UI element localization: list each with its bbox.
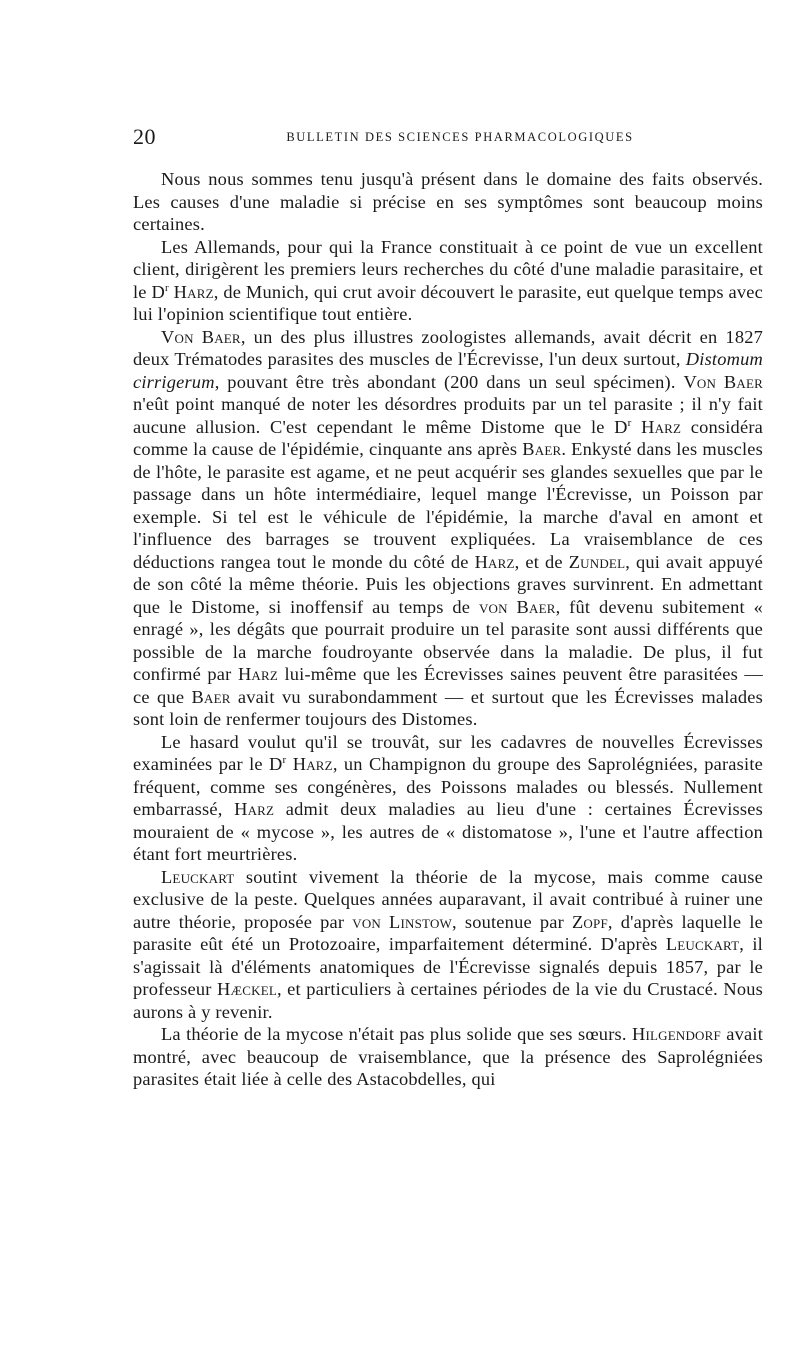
- superscript: r: [627, 416, 632, 429]
- text-run: . Enkysté dans les muscles de l'hôte, le parasite est agame, et ne peut acquérir ses glandes sexuelles que par le passage dans un hôte intermédiaire, lequel mange l'Écrevisse, un Poisson par exemple. Si tel est le véhicule de l'épidémie, la marche d'aval en amont et l'influence des barrages se trouvent expliquées. La vraisemblance de ces déductions rangea tout le monde du côté de: [133, 439, 763, 572]
- text-run: admit deux maladies au lieu d'une : certaines Écrevisses mouraient de « mycose », les autres de « distomatose », l'une et l'autre affection étant fort meurtrières.: [133, 799, 763, 864]
- author-name: Hilgendorf: [632, 1024, 721, 1044]
- author-name: Harz: [641, 416, 682, 437]
- page-number: 20: [133, 124, 156, 149]
- text-run: , d'après laquelle le parasite eût été un Protozoaire, imparfaitement déterminé. D'après: [133, 911, 763, 954]
- text-run: avait vu surabondamment — et surtout que les Écrevisses malades sont loin de renfermer toujours des Distomes.: [133, 686, 763, 729]
- paragraph: [133, 168, 763, 236]
- text-run: avait montré, avec beaucoup de vraisemblance, que la présence des Saprolégniées parasites était liée à celle des Astacobdelles, qui: [133, 1024, 764, 1089]
- document-page: [133, 118, 763, 1091]
- text-run: La théorie de la mycose n'était pas plus solide que ses sœurs.: [161, 1024, 632, 1044]
- body-text: [133, 168, 763, 1091]
- page-header: [133, 118, 763, 152]
- author-name: Baer: [191, 686, 231, 707]
- author-name: Von Baer: [161, 326, 241, 347]
- superscript: r: [164, 281, 169, 294]
- author-name: Zopf: [572, 911, 608, 932]
- text-run: n'eût point manqué de noter les désordres produits par un tel parasite ; il n'y fait aucune allusion. C'est cependant le même Distome que le D: [133, 394, 763, 437]
- superscript: r: [282, 753, 287, 766]
- species-name: Distomum cirrigerum: [133, 349, 763, 392]
- text-run: , et de: [514, 551, 569, 572]
- text-run: , un Champignon du groupe des Saprolégniées, parasite fréquent, comme ses congénères, des Poissons malades ou blessés. Nullement embarrassé,: [133, 754, 763, 819]
- running-title: BULLETIN DES SCIENCES PHARMACOLOGIQUES: [286, 130, 634, 144]
- paragraph: [133, 731, 763, 866]
- text-run: Le hasard voulut qu'il se trouvât, sur les cadavres de nouvelles Écrevisses examinées par le D: [133, 731, 763, 774]
- author-name: Harz: [474, 551, 515, 572]
- text-run: considéra comme la cause de l'épidémie, cinquante ans après: [133, 416, 764, 459]
- text-run: [632, 417, 642, 437]
- author-name: Hæckel: [217, 979, 277, 999]
- author-name: Zundel: [568, 551, 626, 572]
- text-run: , un des plus illustres zoologistes allemands, avait décrit en 1827 deux Trématodes parasites des muscles de l'Écrevisse, l'un deux surtout,: [133, 326, 764, 369]
- text-run: , il s'agissait là d'éléments anatomiques de l'Écrevisse signalés depuis 1857, par le professeur: [133, 934, 763, 999]
- text-run: Nous nous sommes tenu jusqu'à présent dans le domaine des faits observés. Les causes d'une maladie si précise en ses symptômes sont beaucoup moins certaines.: [133, 169, 763, 234]
- text-run: , et particuliers à certaines périodes de la vie du Crustacé. Nous aurons à y revenir.: [133, 979, 763, 1022]
- text-run: soutint vivement la théorie de la mycose, mais comme cause exclusive de la peste. Quelques années auparavant, il avait contribué à ruiner une autre théorie, proposée par: [133, 866, 763, 932]
- text-run: lui-même que les Écrevisses saines peuvent être parasitées — ce que: [133, 664, 764, 707]
- author-name: Harz: [292, 754, 333, 774]
- author-name: Leuckart: [161, 866, 235, 887]
- author-name: von Linstow: [352, 911, 453, 932]
- author-name: von Baer: [478, 596, 556, 617]
- text-run: , qui avait appuyé de son côté la même théorie. Puis les objections graves survinrent. En admettant que le Distome, si inoffensif au temps de: [133, 551, 763, 617]
- author-name: Harz: [234, 799, 275, 819]
- author-name: Baer: [522, 439, 562, 459]
- paragraph: [133, 326, 763, 731]
- text-run: , soutenue par: [452, 911, 572, 932]
- author-name: Von Baer: [683, 371, 763, 392]
- paragraph: [133, 1023, 763, 1091]
- text-run: , pouvant être très abondant (200 dans un seul spécimen).: [214, 371, 684, 392]
- paragraph: [133, 236, 763, 326]
- author-name: Harz: [173, 281, 214, 302]
- author-name: Leuckart: [665, 934, 740, 954]
- author-name: Harz: [237, 664, 279, 684]
- paragraph: [133, 866, 763, 1024]
- text-run: , de Munich, qui crut avoir découvert le parasite, eut quelque temps avec lui l'opinion scientifique tout entière.: [133, 281, 764, 324]
- text-run: Les Allemands, pour qui la France constituait à ce point de vue un excellent client, dirigèrent les premiers leurs recherches du côté d'une maladie parasitaire, et le D: [133, 236, 763, 302]
- text-run: , fût devenu subitement « enragé », les dégâts que pourrait produire un tel parasite sont aussi différents que possible de la marche foudroyante observée dans la maladie. De plus, il fut confirmé par: [133, 596, 763, 684]
